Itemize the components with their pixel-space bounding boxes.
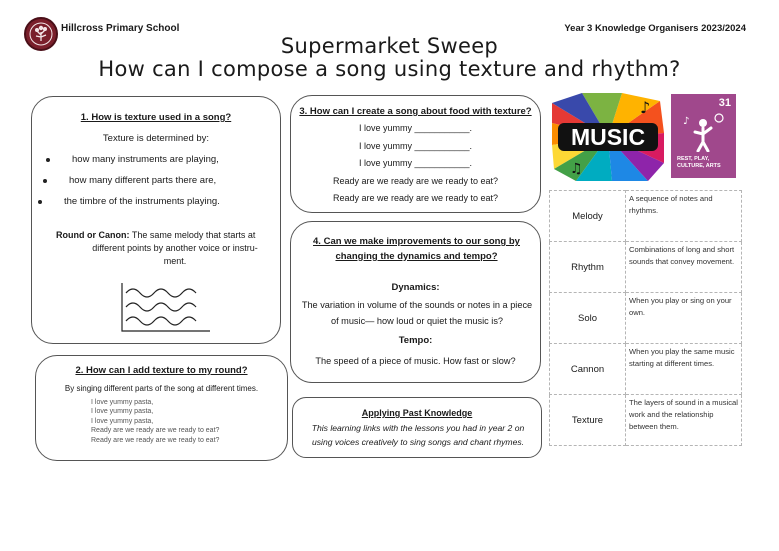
- page-title: Supermarket Sweep: [280, 34, 499, 58]
- tempo-heading: Tempo:: [398, 335, 433, 346]
- texture-factors-list: [64, 154, 228, 217]
- vocab-definition: When you play the same music starting at different times.: [626, 344, 742, 395]
- vocab-definition: When you play or sing on your own.: [626, 293, 742, 344]
- vocab-definition: Combinations of long and short sounds that convey movement.: [626, 242, 742, 293]
- lyric-line: I love yummy pasta,: [91, 417, 154, 425]
- applying-knowledge-text: This learning links with the lessons you had in year 2 on using voices creatively to sing songs and chant rhymes.: [311, 423, 525, 447]
- list-item: the timbre of the instruments playing.: [64, 196, 220, 217]
- question-2-intro: By singing different parts of the song at different times.: [64, 384, 259, 393]
- lyric-line: I love yummy pasta,: [91, 408, 154, 416]
- vocab-definition: The layers of sound in a musical work and the relationship between them.: [626, 395, 742, 446]
- bullet-icon: [46, 158, 50, 162]
- music-logo-icon: [552, 93, 664, 181]
- texture-waves-icon: [118, 281, 212, 333]
- question-1-panel: [31, 96, 281, 344]
- dynamics-text: The variation in volume of the sounds or notes in a piece of music— how loud or quiet the music is?: [301, 300, 533, 327]
- round-label: Round or Canon:: [56, 230, 130, 240]
- bullet-icon: [43, 179, 47, 183]
- musician-icon: [679, 112, 727, 152]
- round-definition: Round or Canon: The same melody that starts at different points by another voice or instru- ment.: [56, 230, 258, 267]
- table-row: [550, 242, 742, 293]
- question-2-title: 2. How can I add texture to my round?: [75, 365, 248, 376]
- question-4-title: 4. Can we make improvements to our song by changing the dynamics and tempo?: [313, 236, 520, 262]
- table-row: [550, 395, 742, 446]
- vocab-definition: A sequence of notes and rhythms.: [626, 191, 742, 242]
- vocab-term: Cannon: [550, 344, 626, 395]
- bullet-icon: [38, 200, 42, 204]
- question-4-panel: [290, 221, 541, 383]
- svg-text:♪: ♪: [640, 98, 651, 117]
- sdg-number: 31: [718, 97, 731, 109]
- question-3-panel: [290, 95, 541, 213]
- song-line: I love yummy ___________.: [358, 123, 473, 133]
- question-1-title: 1. How is texture used in a song?: [80, 112, 232, 123]
- song-template: [291, 123, 540, 211]
- applying-knowledge-title: Applying Past Knowledge: [361, 408, 473, 418]
- round-lyrics: [91, 398, 219, 445]
- vocab-term: Rhythm: [550, 242, 626, 293]
- sdg-badge: [671, 94, 736, 178]
- question-2-panel: [35, 355, 288, 461]
- dynamics-heading: Dynamics:: [391, 282, 440, 293]
- song-line: I love yummy ___________.: [358, 140, 473, 151]
- sdg-text: REST, PLAY, CULTURE, ARTS: [677, 156, 721, 169]
- list-item: how many instruments are playing,: [72, 154, 228, 175]
- vocabulary-table: [549, 190, 742, 446]
- song-line: Ready are we ready are we ready to eat?: [332, 175, 499, 186]
- table-row: [550, 344, 742, 395]
- page-subtitle: How can I compose a song using texture and rhythm?: [98, 57, 681, 81]
- table-row: [550, 191, 742, 242]
- lyric-line: I love yummy pasta,: [91, 399, 154, 406]
- vocab-term: Solo: [550, 293, 626, 344]
- year-label: Year 3 Knowledge Organisers 2023/2024: [564, 23, 746, 34]
- school-name: Hillcross Primary School: [61, 23, 180, 34]
- vocab-term: Melody: [550, 191, 626, 242]
- svg-text:♪: ♪: [683, 116, 690, 127]
- lyric-line: Ready are we ready are we ready to eat?: [91, 427, 220, 435]
- song-line: I love yummy ___________.: [358, 158, 473, 168]
- question-1-intro: Texture is determined by:: [102, 133, 210, 144]
- list-item: how many different parts there are,: [69, 175, 225, 196]
- lyric-line: Ready are we ready are we ready to eat?: [91, 436, 220, 444]
- applying-knowledge-panel: [292, 397, 542, 458]
- vocab-term: Texture: [550, 395, 626, 446]
- song-line: Ready are we ready are we ready to eat?: [332, 193, 499, 203]
- question-3-title: 3. How can I create a song about food with texture?: [299, 106, 532, 117]
- svg-text:♫: ♫: [570, 161, 583, 177]
- table-row: [550, 293, 742, 344]
- tempo-text: The speed of a piece of music. How fast or slow?: [315, 356, 516, 366]
- music-logo-text: MUSIC: [570, 124, 646, 150]
